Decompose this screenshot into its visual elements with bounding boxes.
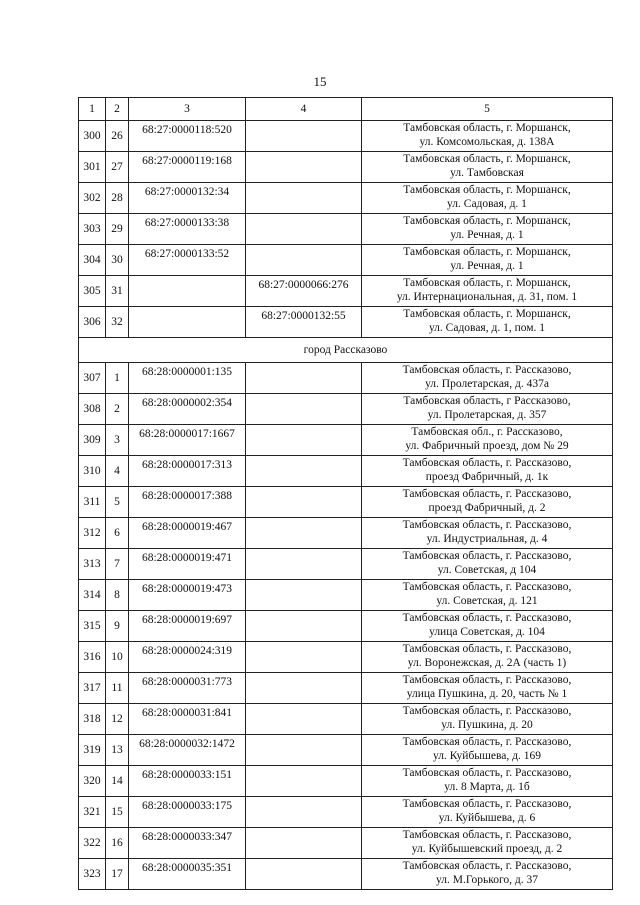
address-line-1: Тамбовская область, г. Моршанск,	[403, 277, 571, 289]
premises-cadastral-number-cell	[246, 394, 362, 425]
row-number: 310	[79, 456, 106, 487]
address-line-1: Тамбовская область, г. Моршанск,	[403, 153, 571, 165]
section-row-number: 17	[106, 859, 129, 890]
cadastral-number-cell: 68:28:0000033:175	[129, 797, 246, 828]
section-row-number: 31	[106, 276, 129, 307]
address-cell	[362, 394, 613, 425]
address-cell	[362, 704, 613, 735]
row-number: 319	[79, 735, 106, 766]
address-line-2: улица Пушкина, д. 20, часть № 1	[406, 688, 568, 700]
cadastral-number-cell	[129, 276, 246, 307]
address-line-1: Тамбовская область, г. Рассказово,	[402, 736, 572, 748]
premises-cadastral-number-cell	[246, 121, 362, 152]
address-cell	[362, 183, 613, 214]
address-line-1: Тамбовская область, г. Моршанск,	[403, 308, 571, 320]
address-line-1: Тамбовская область, г. Рассказово,	[402, 364, 572, 376]
row-number: 301	[79, 152, 106, 183]
address-line-1: Тамбовская область, г. Рассказово,	[402, 519, 572, 531]
address-cell	[362, 828, 613, 859]
cadastral-number-cell: 68:28:0000001:135	[129, 363, 246, 394]
cadastral-number-cell: 68:27:0000118:520	[129, 121, 246, 152]
section-row-number: 3	[106, 425, 129, 456]
cadastral-number-cell: 68:28:0000024:319	[129, 642, 246, 673]
section-row-number: 8	[106, 580, 129, 611]
table-row	[79, 611, 613, 642]
section-row-number: 2	[106, 394, 129, 425]
premises-cadastral-number-cell	[246, 859, 362, 890]
premises-cadastral-number-cell	[246, 549, 362, 580]
premises-cadastral-number-cell	[246, 487, 362, 518]
address-cell	[362, 859, 613, 890]
address-line-2: ул. Индустриальная, д. 4	[426, 533, 548, 545]
cadastral-number-cell: 68:28:0000033:151	[129, 766, 246, 797]
section-row-number: 7	[106, 549, 129, 580]
table-row	[79, 704, 613, 735]
table-row	[79, 276, 613, 307]
address-line-2: ул. Куйбышева, д. 169	[433, 750, 541, 762]
row-number: 311	[79, 487, 106, 518]
table-row	[79, 183, 613, 214]
address-line-2: ул. Речная, д. 1	[450, 229, 524, 241]
address-line-2: ул. Пролетарская, д. 357	[427, 409, 547, 421]
address-cell	[362, 580, 613, 611]
table-row	[79, 121, 613, 152]
address-cell	[362, 425, 613, 456]
table-row	[79, 152, 613, 183]
address-line-2: ул. Садовая, д. 1, пом. 1	[428, 322, 546, 334]
table-header-row	[79, 98, 613, 121]
row-number: 309	[79, 425, 106, 456]
premises-cadastral-number-cell	[246, 642, 362, 673]
premises-cadastral-number-cell	[246, 766, 362, 797]
section-row-number: 6	[106, 518, 129, 549]
section-row-number: 27	[106, 152, 129, 183]
address-line-1: Тамбовская область, г. Рассказово,	[402, 612, 572, 624]
section-row-number: 14	[106, 766, 129, 797]
section-row-number: 4	[106, 456, 129, 487]
row-number: 317	[79, 673, 106, 704]
row-number: 312	[79, 518, 106, 549]
row-number: 318	[79, 704, 106, 735]
premises-cadastral-number-cell	[246, 797, 362, 828]
address-line-2: ул. Садовая, д. 1	[447, 198, 527, 210]
table-row	[79, 363, 613, 394]
premises-cadastral-number-cell	[246, 580, 362, 611]
table-row	[79, 580, 613, 611]
address-line-1: Тамбовская область, г. Рассказово,	[402, 581, 572, 593]
premises-cadastral-number-cell	[246, 363, 362, 394]
cadastral-number-cell: 68:27:0000133:38	[129, 214, 246, 245]
address-cell	[362, 549, 613, 580]
cadastral-number-cell: 68:28:0000031:841	[129, 704, 246, 735]
row-number: 315	[79, 611, 106, 642]
address-cell	[362, 245, 613, 276]
table-row	[79, 828, 613, 859]
premises-cadastral-number-cell	[246, 673, 362, 704]
premises-cadastral-number-cell: 68:27:0000132:55	[246, 307, 362, 338]
address-cell	[362, 797, 613, 828]
address-line-1: Тамбовская область, г Рассказово,	[403, 395, 571, 407]
row-number: 314	[79, 580, 106, 611]
section-row-number: 28	[106, 183, 129, 214]
table-row	[79, 425, 613, 456]
premises-cadastral-number-cell	[246, 152, 362, 183]
column-header: 3	[129, 98, 246, 121]
premises-cadastral-number-cell	[246, 611, 362, 642]
address-cell	[362, 642, 613, 673]
column-header: 5	[362, 98, 613, 121]
address-line-1: Тамбовская область, г. Рассказово,	[402, 550, 572, 562]
table-row	[79, 394, 613, 425]
row-number: 303	[79, 214, 106, 245]
address-line-1: Тамбовская область, г. Рассказово,	[402, 457, 572, 469]
row-number: 320	[79, 766, 106, 797]
address-cell	[362, 363, 613, 394]
table-row	[79, 642, 613, 673]
address-line-2: ул. М.Горького, д. 37	[435, 874, 538, 886]
table-row	[79, 518, 613, 549]
section-row-number: 11	[106, 673, 129, 704]
column-header: 4	[246, 98, 362, 121]
cadastral-number-cell: 68:28:0000017:388	[129, 487, 246, 518]
cadastral-number-cell	[129, 307, 246, 338]
table-row	[79, 487, 613, 518]
address-cell	[362, 518, 613, 549]
address-line-1: Тамбовская область, г. Моршанск,	[403, 215, 571, 227]
table-row	[79, 797, 613, 828]
section-row-number: 9	[106, 611, 129, 642]
address-line-2: ул. Советская, д. 121	[436, 595, 538, 607]
premises-cadastral-number-cell	[246, 425, 362, 456]
address-line-1: Тамбовская область, г. Рассказово,	[402, 488, 572, 500]
cadastral-number-cell: 68:28:0000019:467	[129, 518, 246, 549]
address-cell	[362, 487, 613, 518]
section-row-number: 13	[106, 735, 129, 766]
cadastral-number-cell: 68:27:0000132:34	[129, 183, 246, 214]
premises-cadastral-number-cell	[246, 735, 362, 766]
row-number: 308	[79, 394, 106, 425]
address-line-2: ул. Куйбышевский проезд, д. 2	[411, 843, 563, 855]
section-row	[79, 338, 613, 363]
row-number: 302	[79, 183, 106, 214]
address-cell	[362, 307, 613, 338]
cadastral-number-cell: 68:28:0000017:1667	[129, 425, 246, 456]
address-line-1: Тамбовская область, г. Рассказово,	[402, 674, 572, 686]
page-number: 15	[313, 74, 327, 89]
address-cell	[362, 611, 613, 642]
address-cell	[362, 673, 613, 704]
address-line-1: Тамбовская область, г. Рассказово,	[402, 643, 572, 655]
address-line-2: проезд Фабричный, д. 1к	[425, 471, 549, 483]
row-number: 304	[79, 245, 106, 276]
section-row-number: 26	[106, 121, 129, 152]
section-row-number: 29	[106, 214, 129, 245]
column-header: 1	[79, 98, 106, 121]
premises-cadastral-number-cell	[246, 518, 362, 549]
table-row	[79, 307, 613, 338]
cadastral-number-cell: 68:28:0000002:354	[129, 394, 246, 425]
premises-cadastral-number-cell	[246, 245, 362, 276]
address-line-2: проезд Фабричный, д. 2	[428, 502, 546, 514]
row-number: 322	[79, 828, 106, 859]
address-line-2: ул. Пролетарская, д. 437а	[425, 378, 549, 390]
premises-cadastral-number-cell	[246, 456, 362, 487]
cadastral-number-cell: 68:28:0000032:1472	[129, 735, 246, 766]
address-line-2: ул. Комсомольская, д. 138А	[419, 136, 555, 148]
premises-cadastral-number-cell: 68:27:0000066:276	[246, 276, 362, 307]
table-row	[79, 735, 613, 766]
address-line-2: ул. Куйбышева, д. 6	[438, 812, 536, 824]
address-line-2: ул. Речная, д. 1	[450, 260, 524, 272]
table-row	[79, 673, 613, 704]
section-title: город Рассказово	[79, 338, 613, 363]
section-row-number: 16	[106, 828, 129, 859]
address-line-2: ул. 8 Марта, д. 1б	[444, 781, 530, 793]
row-number: 307	[79, 363, 106, 394]
cadastral-number-cell: 68:28:0000019:473	[129, 580, 246, 611]
address-line-2: ул. Тамбовская	[450, 167, 524, 179]
section-row-number: 1	[106, 363, 129, 394]
cadastral-number-cell: 68:28:0000031:773	[129, 673, 246, 704]
address-cell	[362, 735, 613, 766]
address-line-1: Тамбовская область, г. Рассказово,	[402, 705, 572, 717]
address-line-2: ул. Фабричный проезд, дом № 29	[405, 440, 569, 452]
address-line-1: Тамбовская область, г. Моршанск,	[403, 184, 571, 196]
cadastral-number-cell: 68:28:0000033:347	[129, 828, 246, 859]
section-row-number: 12	[106, 704, 129, 735]
address-cell	[362, 766, 613, 797]
address-line-1: Тамбовская обл., г. Рассказово,	[411, 426, 563, 438]
address-cell	[362, 152, 613, 183]
section-row-number: 5	[106, 487, 129, 518]
cadastral-number-cell: 68:28:0000035:351	[129, 859, 246, 890]
address-cell	[362, 121, 613, 152]
premises-cadastral-number-cell	[246, 183, 362, 214]
address-line-1: Тамбовская область, г. Рассказово,	[402, 767, 572, 779]
property-table	[78, 97, 613, 890]
section-row-number: 32	[106, 307, 129, 338]
section-row-number: 10	[106, 642, 129, 673]
row-number: 306	[79, 307, 106, 338]
section-row-number: 30	[106, 245, 129, 276]
address-cell	[362, 276, 613, 307]
address-line-2: ул. Воронежская, д. 2А (часть 1)	[407, 657, 567, 669]
address-cell	[362, 214, 613, 245]
cadastral-number-cell: 68:27:0000133:52	[129, 245, 246, 276]
table-row	[79, 214, 613, 245]
row-number: 313	[79, 549, 106, 580]
address-cell	[362, 456, 613, 487]
table-row	[79, 549, 613, 580]
cadastral-number-cell: 68:28:0000019:471	[129, 549, 246, 580]
cadastral-number-cell: 68:27:0000119:168	[129, 152, 246, 183]
address-line-1: Тамбовская область, г. Моршанск,	[403, 246, 571, 258]
address-line-2: ул. Интернациональная, д. 31, пом. 1	[396, 291, 578, 303]
premises-cadastral-number-cell	[246, 704, 362, 735]
row-number: 316	[79, 642, 106, 673]
address-line-1: Тамбовская область, г. Рассказово,	[402, 860, 572, 872]
address-line-2: ул. Пушкина, д. 20	[441, 719, 533, 731]
premises-cadastral-number-cell	[246, 828, 362, 859]
table-row	[79, 859, 613, 890]
address-line-1: Тамбовская область, г. Рассказово,	[402, 798, 572, 810]
address-line-2: ул. Советская, д 104	[437, 564, 537, 576]
row-number: 305	[79, 276, 106, 307]
row-number: 323	[79, 859, 106, 890]
section-row-number: 15	[106, 797, 129, 828]
premises-cadastral-number-cell	[246, 214, 362, 245]
cadastral-number-cell: 68:28:0000017:313	[129, 456, 246, 487]
address-line-1: Тамбовская область, г. Моршанск,	[403, 122, 571, 134]
address-line-2: улица Советская, д. 104	[429, 626, 545, 638]
address-line-1: Тамбовская область, г. Рассказово,	[402, 829, 572, 841]
row-number: 321	[79, 797, 106, 828]
table-row	[79, 456, 613, 487]
cadastral-number-cell: 68:28:0000019:697	[129, 611, 246, 642]
row-number: 300	[79, 121, 106, 152]
table-row	[79, 245, 613, 276]
column-header: 2	[106, 98, 129, 121]
table-row	[79, 766, 613, 797]
